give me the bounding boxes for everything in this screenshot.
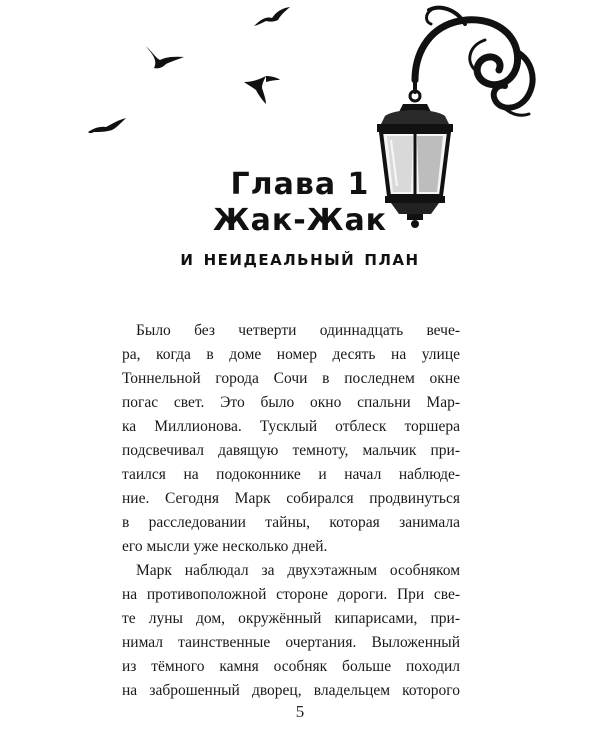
chapter-number: Глава 1 — [230, 167, 370, 202]
chapter-title: Жак-Жак — [212, 203, 388, 238]
body-text — [122, 319, 460, 703]
text-line: таился на подоконнике и начал наблюде- — [122, 466, 460, 483]
text-line: погас свет. Это было окно спальни Мар- — [122, 394, 460, 411]
text-line: нимал таинственные очертания. Выложенный — [122, 634, 460, 651]
chapter-heading — [140, 168, 460, 276]
text-line: Тоннельной города Сочи в последнем окне — [122, 370, 460, 387]
text-line: из тёмного камня особняк больше походил — [122, 658, 460, 675]
text-line: его мысли уже несколько дней. — [122, 538, 328, 555]
chapter-subtitle: и неидеальный план — [180, 246, 420, 271]
paragraph — [122, 319, 460, 559]
text-line: ние. Сегодня Марк собирался продвинуться — [122, 490, 460, 507]
text-line: на противоположной стороне дороги. При све- — [122, 586, 460, 603]
bird-icon — [252, 6, 292, 28]
text-line: те луны дом, окружённый кипарисами, при- — [122, 610, 460, 627]
bird-icon — [142, 42, 186, 70]
text-line: на заброшенный дворец, владельцем которого — [122, 682, 460, 699]
text-line: в расследовании тайны, которая занимала — [122, 514, 460, 531]
bird-icon — [86, 114, 128, 136]
text-line: подсвечивал давящую темноту, мальчик при- — [122, 442, 460, 459]
text-line: Было без четверти одиннадцать вече- — [136, 322, 460, 339]
text-line: Марк наблюдал за двухэтажным особняком — [136, 562, 460, 579]
text-line: ра, когда в доме номер десять на улице — [122, 346, 460, 363]
bird-icon — [242, 74, 282, 106]
page-number: 5 — [295, 702, 305, 721]
paragraph — [122, 559, 460, 703]
text-line: ка Миллионова. Тусклый отблеск торшера — [122, 418, 460, 435]
